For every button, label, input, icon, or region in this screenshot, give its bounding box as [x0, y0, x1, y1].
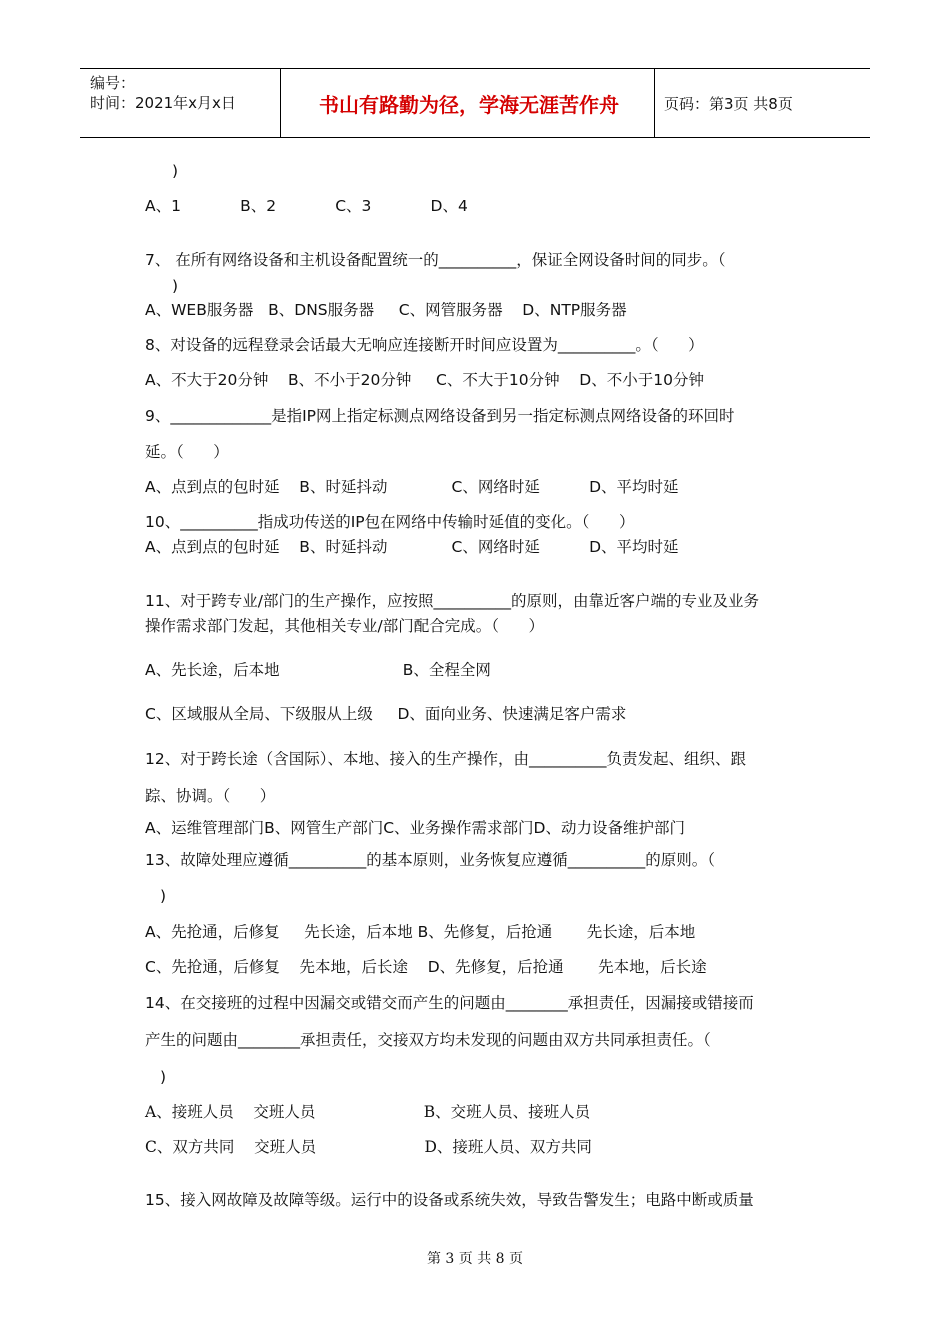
header-divider	[654, 69, 655, 137]
page-footer: 第 3 页 共 8 页	[426, 1251, 524, 1267]
text-line: 产生的问题由________承担责任，交接双方均未发现的问题由双方共同承担责任。（	[145, 1031, 711, 1049]
text-line: A、接班人员 交班人员 B、交班人员、接班人员	[145, 1103, 591, 1121]
text-line: 踪、协调。（ ）	[145, 787, 276, 805]
text-line: 操作需求部门发起，其他相关专业/部门配合完成。（ ）	[145, 617, 545, 635]
text-line: A、先长途，后本地 B、全程全网	[145, 661, 491, 679]
text-line: A、点到点的包时延 B、时延抖动 C、网络时延 D、平均时延	[145, 478, 679, 496]
text-line: A、先抢通，后修复 先长途，后本地 B、先修复，后抢通 先长途，后本地	[145, 923, 696, 941]
text-line: A、WEB服务器 B、DNS服务器 C、网管服务器 D、NTP服务器	[145, 301, 627, 319]
page-header	[80, 68, 870, 138]
date-label: 时间：2021年x月x日	[90, 94, 236, 112]
text-line: 9、_____________是指IP网上指定标测点网络设备到另一指定标测点网络设备的环回时	[145, 407, 735, 425]
text-line: 15、接入网故障及故障等级。运行中的设备或系统失效，导致告警发生；电路中断或质量	[145, 1191, 754, 1209]
text-line: )	[160, 1068, 167, 1086]
text-line: 11、对于跨专业/部门的生产操作，应按照__________的原则，由靠近客户端的专业及业务	[145, 592, 759, 610]
header-left	[90, 73, 236, 113]
text-line: )	[160, 887, 167, 905]
text-line: C、先抢通，后修复 先本地，后长途 D、先修复，后抢通 先本地，后长途	[145, 958, 707, 976]
text-line: 13、故障处理应遵循__________的基本原则，业务恢复应遵循__________的原则。（	[145, 851, 715, 869]
text-line: )	[172, 277, 179, 295]
text-line: A、运维管理部门B、网管生产部门C、业务操作需求部门D、动力设备维护部门	[145, 819, 685, 837]
text-line: A、点到点的包时延 B、时延抖动 C、网络时延 D、平均时延	[145, 538, 679, 556]
header-motto: 书山有路勤为径，学海无涯苦作舟	[319, 92, 619, 117]
text-line: 10、__________指成功传送的IP包在网络中传输时延值的变化。（ ）	[145, 513, 635, 531]
text-line: 12、对于跨长途（含国际）、本地、接入的生产操作，由__________负责发起、组织、跟	[145, 750, 746, 768]
number-label: 编号：	[90, 74, 136, 92]
header-divider	[280, 69, 281, 137]
text-line: )	[172, 162, 179, 180]
text-line: A、不大于20分钟 B、不小于20分钟 C、不大于10分钟 D、不小于10分钟	[145, 371, 704, 389]
text-line: 14、在交接班的过程中因漏交或错交而产生的问题由________承担责任，因漏接或错接而	[145, 994, 754, 1012]
page-number-label: 页码：第3页 共8页	[664, 95, 793, 113]
text-line: A、1 B、2 C、3 D、4	[145, 197, 468, 215]
text-line: C、双方共同 交班人员 D、接班人员、双方共同	[145, 1138, 592, 1156]
text-line: C、区域服从全局、下级服从上级 D、面向业务、快速满足客户需求	[145, 705, 627, 723]
text-line: 8、对设备的远程登录会话最大无响应连接断开时间应设置为__________。（ ）	[145, 336, 704, 354]
text-line: 延。（ ）	[145, 443, 229, 461]
text-line: 7、 在所有网络设备和主机设备配置统一的__________，保证全网设备时间的同步。（	[145, 251, 726, 269]
